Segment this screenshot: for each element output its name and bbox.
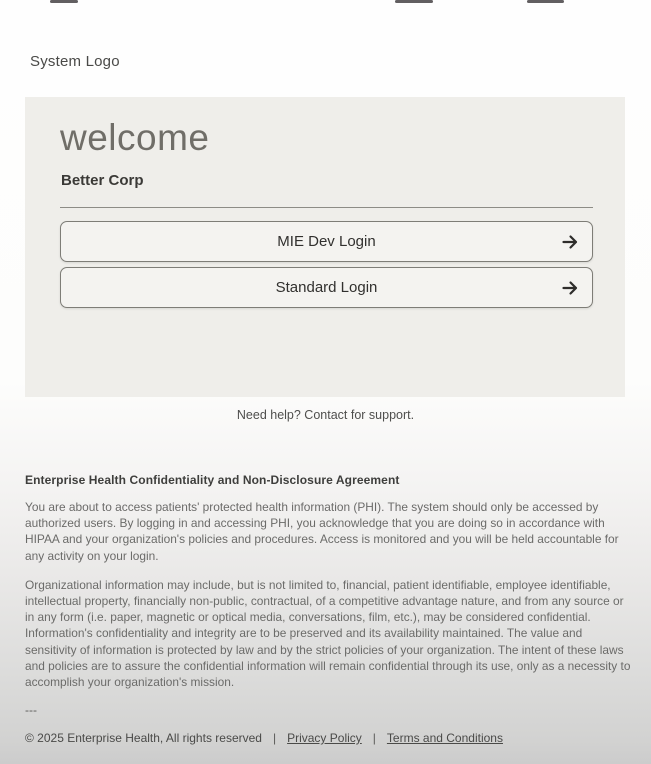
mie-dev-login-button[interactable] xyxy=(60,221,593,262)
agreement-heading: Enterprise Health Confidentiality and Non-Disclosure Agreement xyxy=(25,473,400,487)
company-name: Better Corp xyxy=(61,172,144,189)
agreement-paragraph-1: You are about to access patients' protected health information (PHI). The system should only be accessed by authorized users. By logging in and accessing PHI, you acknowledge that you are doing so in accordance with HIPAA and your organization's policies and procedures. Access is monitored and you will be held accountable for any activity on your login. xyxy=(25,500,619,563)
privacy-policy-link[interactable]: Privacy Policy xyxy=(287,731,362,745)
arrow-right-icon xyxy=(561,233,579,251)
mie-dev-login-label: MIE Dev Login xyxy=(277,233,376,250)
footer xyxy=(25,731,503,745)
arrow-right-icon xyxy=(561,279,579,297)
top-edge-artifact xyxy=(395,0,433,3)
top-edge-artifact xyxy=(527,0,564,3)
separator-dashes: --- xyxy=(25,703,37,718)
welcome-heading: welcome xyxy=(60,117,210,158)
login-panel xyxy=(25,97,625,397)
agreement-paragraph-2: Organizational information may include, but is not limited to, financial, patient identifiable, employee identifiable, intellectual property, financially non-public, contractual, of a competitive advantage nature, and from any source or in any form (i.e. paper, magnetic or optical media, conversations, film, etc.), may be considered confidential. Information's confidentiality and integrity are to be preserved and its availability maintained. The value and sensitivity of information is protected by law and by the strict policies of your organization. The intent of these laws and policies are to assure the confidential information will remain confidential through its use, only as a necessity to accomplish your organization's mission. xyxy=(25,577,631,690)
confidentiality-agreement xyxy=(25,473,632,717)
footer-divider: | xyxy=(272,731,277,745)
divider-line xyxy=(60,207,593,208)
system-logo: System Logo xyxy=(30,53,120,70)
footer-divider: | xyxy=(372,731,376,745)
copyright-text: © 2025 Enterprise Health, All rights reserved xyxy=(25,731,262,745)
standard-login-button[interactable] xyxy=(60,267,593,308)
terms-and-conditions-link[interactable]: Terms and Conditions xyxy=(386,731,503,745)
help-text: Need help? Contact for support. xyxy=(236,408,415,422)
top-edge-artifact xyxy=(50,0,78,3)
standard-login-label: Standard Login xyxy=(275,279,378,296)
